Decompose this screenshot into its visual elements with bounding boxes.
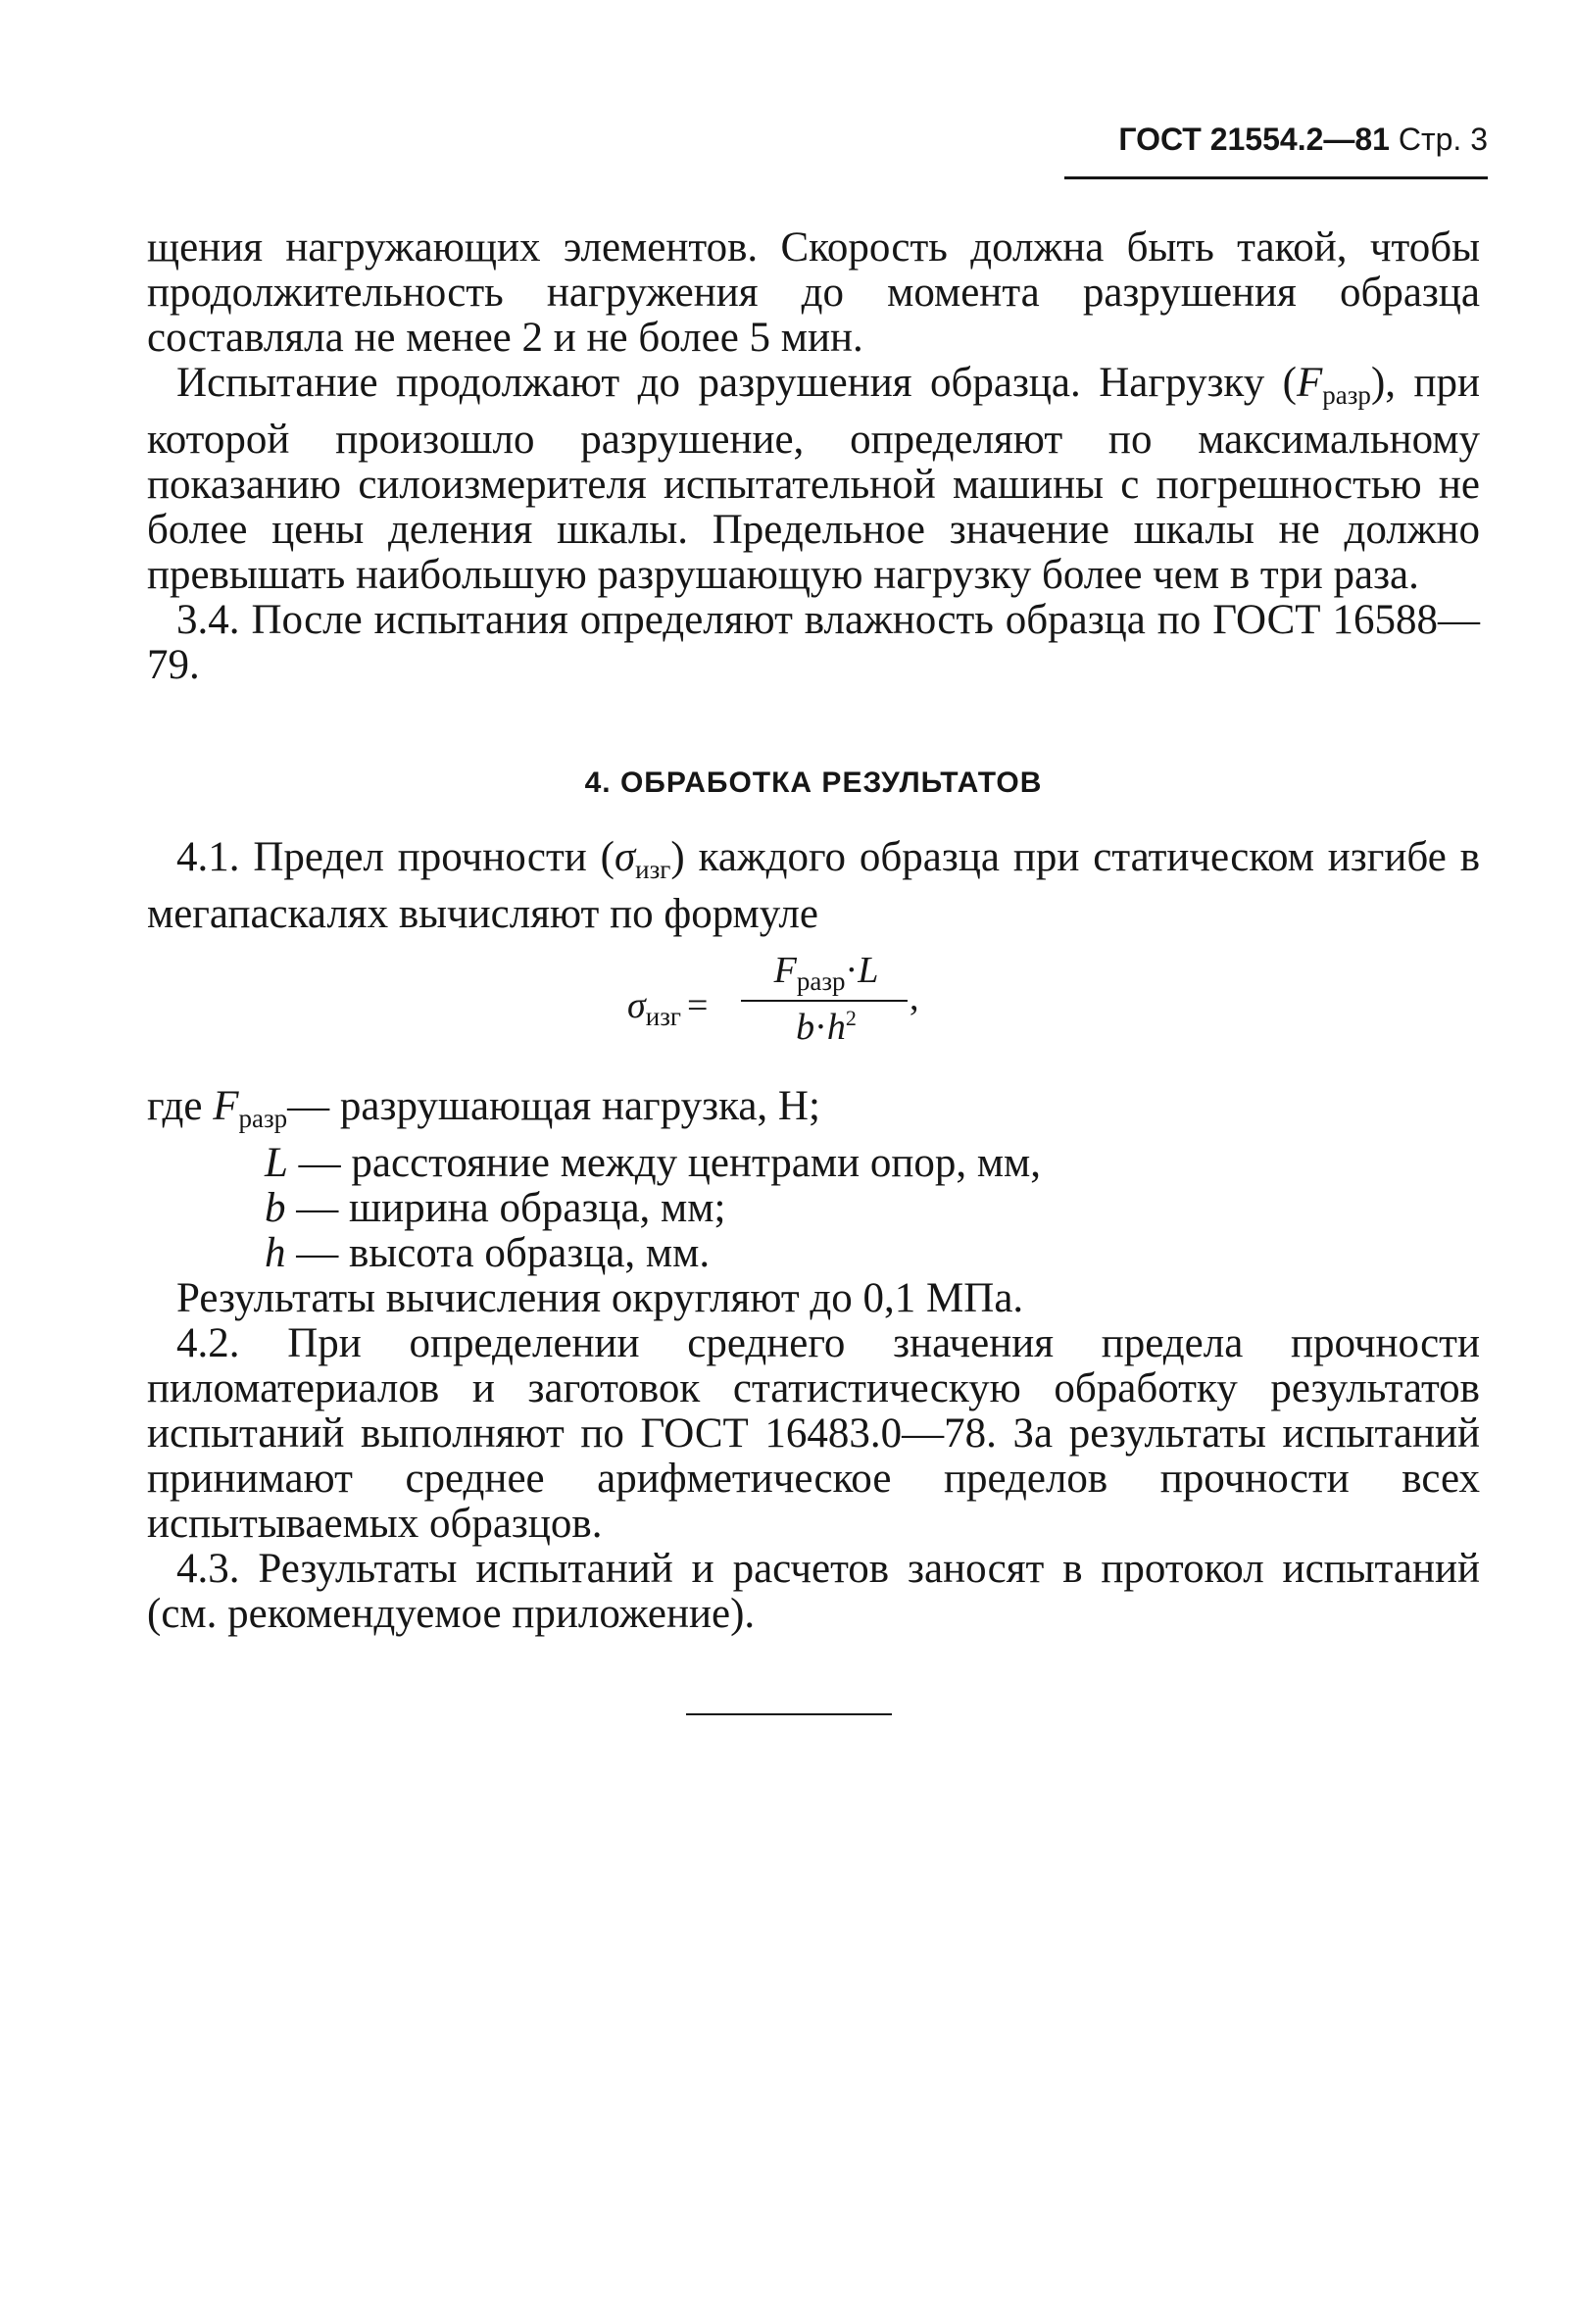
paragraph-4-3: 4.3. Результаты испытаний и расчетов заносят в протокол испытаний (см. рекомендуемое приложение). <box>147 1546 1480 1637</box>
definition-F: где $F_{разр}—$ разрушающая нагрузка, Н; <box>147 1083 820 1133</box>
paragraph-rounding: Результаты вычисления округляют до 0,1 МПа. <box>176 1275 1024 1321</box>
paragraph-4-1: 4.1. Предел прочности $(\sigma_{изг})$ каждого образца при статическом изгибе в мегапаскалях вычисляют по формуле <box>147 834 1481 937</box>
paragraph-4-2: 4.2. При определении среднего значения предела прочности пиломатериалов и заготовок статистическую обработку результатов испытаний выполняют по ГОСТ 16483.0—78. За результаты испытаний принимают среднее арифметическое пределов прочности всех испытываемых образцов. <box>147 1320 1480 1547</box>
formula-denominator: $b\cdot h^2$ <box>796 1006 857 1048</box>
definition-L: L — расстояние между центрами опор, мм, <box>265 1140 1042 1186</box>
fraction-bar <box>741 1000 908 1002</box>
strength-formula <box>147 950 1480 1061</box>
document-body <box>147 225 1480 1637</box>
formula-numerator: $F_{разр}\cdot L$ <box>773 950 879 996</box>
definition-b: b — ширина образца, мм; <box>265 1185 726 1231</box>
paragraph-loading-speed: щения нагружающих элементов. Скорость должна быть такой, чтобы продолжительность нагружения до момента разрушения образца составляла не менее 2 и не более 5 мин. <box>147 224 1480 361</box>
definition-h: h — высота образца, мм. <box>265 1230 711 1276</box>
end-rule <box>686 1713 892 1715</box>
standard-code: ГОСТ 21554.2—81 <box>1118 122 1390 157</box>
formula-lhs: $\sigma_{изг}$ = <box>627 985 709 1031</box>
section-heading: 4. ОБРАБОТКА РЕЗУЛЬТАТОВ <box>584 766 1043 799</box>
variable-definitions <box>147 1084 1480 1276</box>
paragraph-test-continuation: Испытание продолжают до разрушения образца. Нагрузку $(F_{разр})$, при которой произошло разрушение, определяют по максимальному показанию силоизмерителя испытательной машины с погрешностью не более цены деления шкалы. Предельное значение шкалы не должно превышать наибольшую разрушающую нагрузку более чем в три раза. <box>147 360 1480 598</box>
formula-comma: , <box>910 977 919 1018</box>
page-number: Стр. 3 <box>1398 122 1488 157</box>
page-header <box>1064 122 1488 158</box>
header-rule <box>1064 176 1488 179</box>
paragraph-3-4: 3.4. После испытания определяют влажность образца по ГОСТ 16588—79. <box>147 597 1480 688</box>
